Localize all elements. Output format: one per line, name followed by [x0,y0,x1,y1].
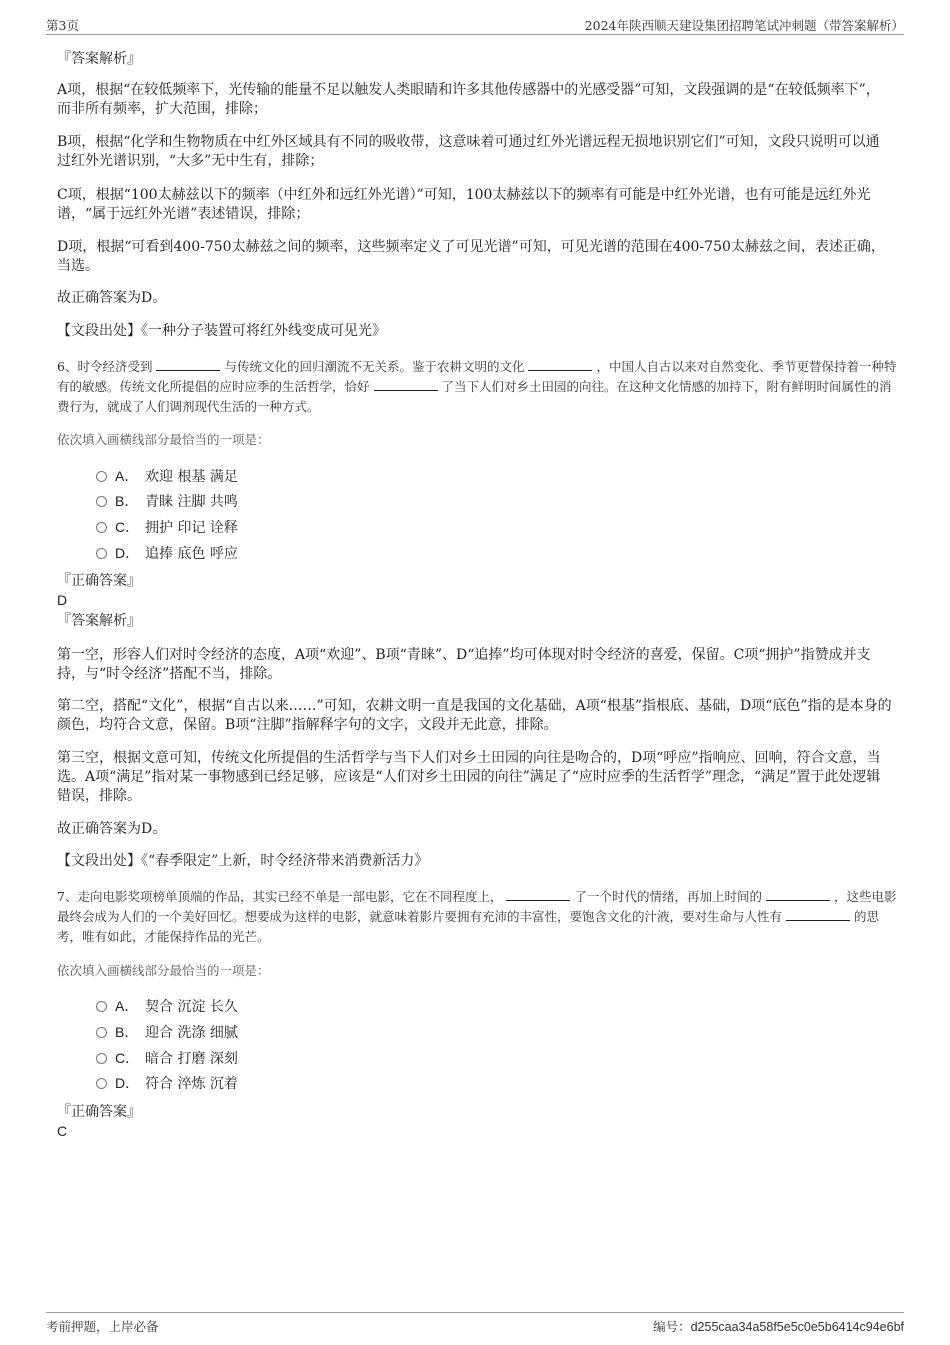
question-7-option-b[interactable] [96,1022,238,1042]
question-6-option-c[interactable] [96,517,238,537]
option-text: 青睐 注脚 共鸣 [145,494,238,510]
option-letter: C． [115,519,140,535]
page-footer [46,1312,904,1337]
question-7-text-3: ，这些电影最终会成为人们的一个美好回忆。想要成为这样的电影，就意味着影片要拥有充沛的丰富性，要饱含文化的汁液，要对生命与人性有 [57,889,897,924]
fill-blank [528,358,592,371]
question-7-text-4: 的思考，唯有如此，才能保持作品的光芒。 [57,909,880,944]
analysis-paragraph-a: A项，根据“在较低频率下，光传输的能量不足以触发人类眼睛和许多其他传感器中的光感受器”可知，文段强调的是“在较低频率下”，而非所有频率，扩大范围，排除； [57,82,880,117]
option-text: 追捧 底色 呼应 [145,546,238,562]
footer-slogan: 考前押题，上岸必备 [46,1319,159,1334]
analysis-conclusion: 故正确答案为D。 [57,290,167,306]
option-text: 拥护 印记 诠释 [145,520,238,536]
question-7-text-1: 7、走向电影奖项榜单顶端的作品，其实已经不单是一部电影，它在不同程度上， [57,889,503,904]
question-6-text-4: 了当下人们对乡土田园的向往。在这种文化情感的加持下，附有鲜明时间属性的消费行为，就成了人们调剂现代生活的一种方式。 [57,379,892,414]
question-6-text-1: 6、时令经济受到 [57,359,153,374]
option-letter: B． [115,493,139,509]
option-text: 契合 沉淀 长久 [145,999,238,1015]
analysis-heading: 『答案解析』 [57,613,141,629]
question-7-option-a[interactable] [96,996,238,1016]
code-value: d255caa34a58f5e5c0e5b6414c94e6bf [690,1320,904,1334]
option-letter: B． [115,1024,139,1040]
code-label: 编号： [653,1319,691,1334]
fill-blank [506,888,570,901]
option-text: 欢迎 根基 满足 [145,469,238,485]
source-note: 【文段出处】《“春季限定”上新，时令经济带来消费新活力》 [57,853,429,869]
question-7-option-d[interactable] [96,1073,238,1093]
option-text: 暗合 打磨 深刻 [145,1051,238,1067]
correct-answer-heading: 『正确答案』 [57,1104,141,1120]
radio-icon[interactable] [96,522,107,533]
radio-icon[interactable] [96,496,107,507]
question-7-option-c[interactable] [96,1048,238,1068]
page-header [46,14,904,35]
analysis-paragraph-2: 第二空，搭配“文化”，根据“自古以来……”可知，农耕文明一直是我国的文化基础，A项“根基”指根底、基础，D项“底色”指的是本身的颜色，均符合文意，保留。B项“注脚”指解释字句的文字，文段并无此意，排除。 [57,698,892,733]
fill-blank [766,888,830,901]
correct-answer: C [57,1123,68,1139]
radio-icon[interactable] [96,548,107,559]
question-7-text-2: 了一个时代的情绪，再加上时间的 [574,889,762,904]
correct-answer: D [57,592,68,608]
radio-icon[interactable] [96,471,107,482]
question-6-option-d[interactable] [96,543,238,563]
radio-icon[interactable] [96,1078,107,1089]
question-6-text-3: ，中国人自古以来对自然变化、季节更替保持着一种特有的敏感。传统文化所提倡的应时应季的生活哲学，恰好 [57,359,897,394]
option-letter: A． [115,468,139,484]
analysis-paragraph-d: D项，根据“可看到400-750太赫兹之间的频率，这些频率定义了可见光谱”可知，可见光谱的范围在400-750太赫兹之间，表述正确，当选。 [57,239,885,274]
fill-blank [786,908,850,921]
question-6-option-a[interactable] [96,466,238,486]
analysis-heading: 『答案解析』 [57,51,141,67]
question-7-instruction: 依次填入画横线部分最恰当的一项是： [57,963,270,978]
analysis-paragraph-c: C项，根据“100太赫兹以下的频率（中红外和远红外光谱）”可知，100太赫兹以下的频率有可能是中红外光谱，也有可能是远红外光谱，“属于远红外光谱”表述错误，排除； [57,187,871,222]
analysis-conclusion: 故正确答案为D。 [57,821,167,837]
analysis-paragraph-1: 第一空，形容人们对时令经济的态度，A项“欢迎”、B项“青睐”、D“追捧”均可体现对时令经济的喜爱，保留。C项“拥护”指赞成并支持，与“时令经济”搭配不当，排除。 [57,647,871,682]
question-6-text-2: 与传统文化的回归潮流不无关系。鉴于农耕文明的文化 [224,359,525,374]
option-text: 符合 淬炼 沉着 [145,1076,238,1092]
source-note: 【文段出处】《一种分子装置可将红外线变成可见光》 [57,323,386,339]
option-letter: D． [115,1075,140,1091]
fill-blank [374,378,438,391]
radio-icon[interactable] [96,1027,107,1038]
radio-icon[interactable] [96,1001,107,1012]
fill-blank [156,358,220,371]
question-7-stem [57,887,897,947]
option-letter: D． [115,545,140,561]
option-text: 迎合 洗涤 细腻 [145,1025,238,1041]
document-title: 2024年陕西顺天建设集团招聘笔试冲刺题（带答案解析） [584,18,904,33]
document-code [653,1317,904,1335]
option-letter: C． [115,1050,140,1066]
question-6-instruction: 依次填入画横线部分最恰当的一项是： [57,432,270,447]
question-6-option-b[interactable] [96,491,238,511]
correct-answer-heading: 『正确答案』 [57,573,141,589]
question-6-stem [57,357,897,417]
analysis-paragraph-b: B项，根据“化学和生物物质在中红外区域具有不同的吸收带，这意味着可通过红外光谱远程无损地识别它们”可知，文段只说明可以通过红外光谱识别，“大多”无中生有，排除； [57,134,880,169]
page-number: 第3页 [46,18,79,33]
analysis-paragraph-3: 第三空，根据文意可知，传统文化所提倡的生活哲学与当下人们对乡土田园的向往是吻合的，D项“呼应”指响应、回响，符合文意，当选。A项“满足”指对某一事物感到已经足够，应该是“人们对乡土田园的向往”满足了“应时应季的生活哲学”理念，“满足”置于此处逻辑错误，排除。 [57,750,881,804]
option-letter: A． [115,998,139,1014]
radio-icon[interactable] [96,1053,107,1064]
